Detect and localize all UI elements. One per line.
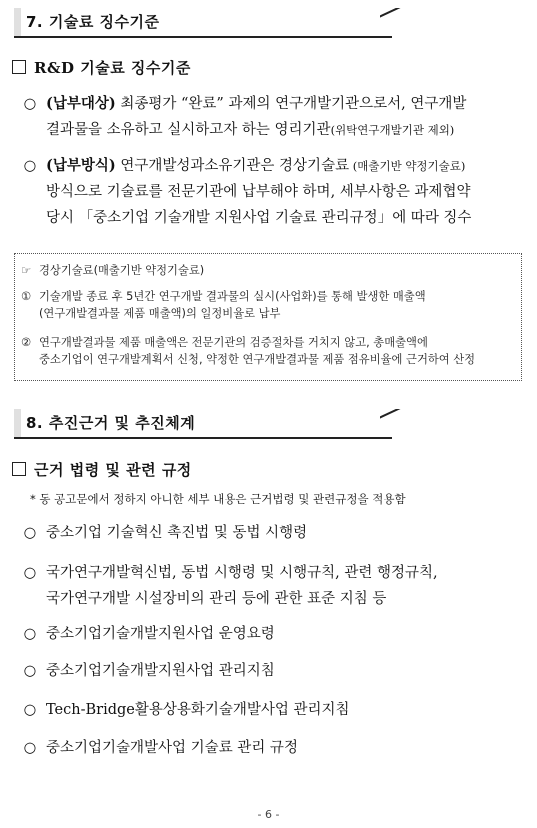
section-7-subheading: [12, 57, 191, 78]
section-7-title: 7. 기술료 징수기준: [26, 13, 160, 31]
section-8-header: [14, 409, 424, 439]
section-7-header: [14, 8, 424, 38]
bullet-icon: ○: [23, 158, 37, 174]
list-item-payment-target: ○ (납부대상) 최종평가 “완료” 과제의 연구개발기관으로서, 연구개발 결과물을 소유하고 실시하고자 하는 영리기관(위탁연구개발기관 제외): [22, 91, 522, 143]
bullet-icon: ○: [23, 663, 37, 679]
section-8-subheading-text: 근거 법령 및 관련 규정: [34, 461, 192, 479]
item-label: (납부방식): [46, 157, 116, 174]
list-item-law-3: ○ 중소기업기술개발지원사업 운영요령: [22, 621, 522, 647]
pointing-hand-icon: ☞: [21, 264, 32, 277]
bullet-icon: ○: [23, 565, 37, 581]
note-row-2: ② 연구개발결과물 제품 매출액은 전문기관의 검증절차를 거치지 않고, 총매출액에 중소기업이 연구개발계획서 신청, 약정한 연구개발결과물 제품 점유비율에 근거하여 산정: [21, 336, 476, 366]
page-number: - 6 -: [257, 808, 280, 821]
section-7-subheading-text: R&D 기술료 징수기준: [34, 59, 191, 77]
section-8-subheading: [12, 459, 192, 480]
note-heading: ☞ 경상기술료(매출기반 약정기술료): [21, 264, 205, 277]
section-8-header-slant: [380, 409, 426, 439]
item-label: (납부대상): [46, 95, 116, 112]
circled-one-icon: ①: [21, 290, 32, 303]
section-7-header-slant: [380, 8, 426, 38]
checkbox-square-icon: [12, 462, 26, 476]
note-row-1: ① 기술개발 종료 후 5년간 연구개발 결과물의 실시(사업화)를 통해 발생한 매출액 (연구개발결과물 제품 매출액)의 일정비율로 납부: [21, 290, 426, 320]
bullet-icon: ○: [23, 740, 37, 756]
checkbox-square-icon: [12, 60, 26, 74]
bullet-icon: ○: [23, 626, 37, 642]
section-8-title: 8. 추진근거 및 추진체계: [26, 414, 196, 432]
list-item-payment-method: ○ (납부방식) 연구개발성과소유기관은 경상기술료 (매출기반 약정기술료) 방식으로 기술료를 전문기관에 납부해야 하며, 세부사항은 과제협약 당시 「중소기업 기술개발 지원사업 기술료 관리규정」에 따라 징수: [22, 153, 522, 231]
list-item-law-5: ○ Tech-Bridge활용상용화기술개발사업 관리지침: [22, 697, 522, 723]
bullet-icon: ○: [23, 702, 37, 718]
bullet-icon: ○: [23, 96, 37, 112]
bullet-icon: ○: [23, 525, 37, 541]
list-item-law-2: ○ 국가연구개발혁신법, 동법 시행령 및 시행규칙, 관련 행정규칙, 국가연구개발 시설장비의 관리 등에 관한 표준 지침 등: [22, 560, 522, 612]
list-item-law-6: ○ 중소기업기술개발사업 기술료 관리 규정: [22, 735, 522, 761]
list-item-law-1: ○ 중소기업 기술혁신 촉진법 및 동법 시행령: [22, 520, 522, 546]
list-item-law-4: ○ 중소기업기술개발지원사업 관리지침: [22, 658, 522, 684]
asterisk-note: * 동 공고문에서 정하지 아니한 세부 내용은 근거법령 및 관련규정을 적용함: [30, 492, 406, 506]
note-box: [14, 253, 522, 381]
circled-two-icon: ②: [21, 336, 32, 349]
